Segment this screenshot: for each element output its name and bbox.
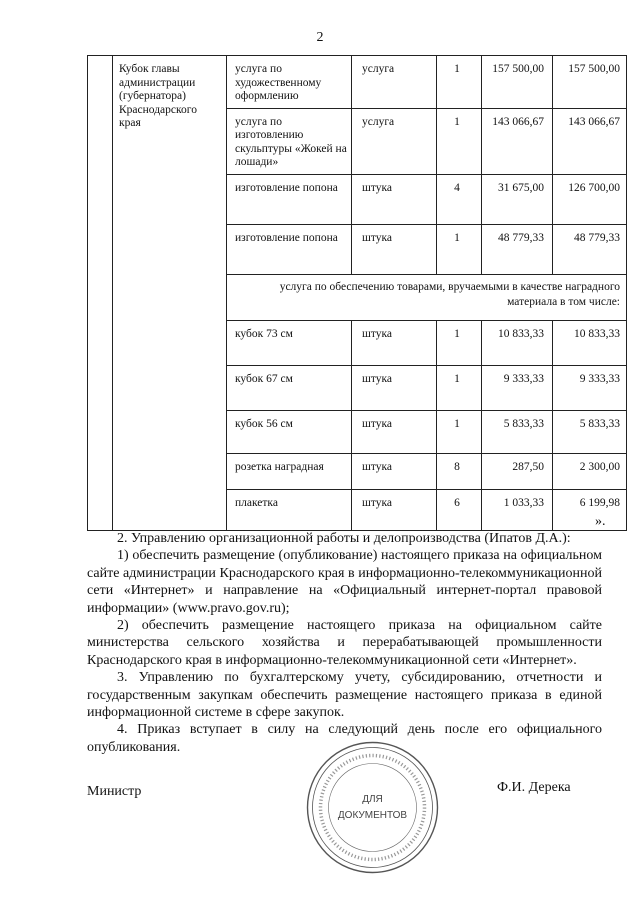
item-price: 10 833,33 [482, 320, 553, 365]
item-unit: штука [352, 410, 437, 453]
item-qty: 1 [437, 320, 482, 365]
item-name: кубок 56 см [227, 410, 352, 453]
item-qty: 1 [437, 365, 482, 410]
item-name: кубок 67 см [227, 365, 352, 410]
signer-title: Министр [87, 784, 142, 799]
item-qty: 1 [437, 224, 482, 274]
item-total: 126 700,00 [553, 174, 627, 224]
paragraph: 3. Управлению по бухгалтерскому учету, субсидированию, отчетности и государственным закупкам обеспечить размещение настоящего приказа в единой информационной системе в сфере закупок. [87, 670, 602, 721]
item-unit: штука [352, 320, 437, 365]
item-unit: штука [352, 224, 437, 274]
page-number: 2 [316, 30, 324, 45]
item-name: плакетка [227, 489, 352, 530]
item-price: 157 500,00 [482, 56, 553, 109]
item-price: 48 779,33 [482, 224, 553, 274]
item-unit: штука [352, 365, 437, 410]
item-unit: штука [352, 489, 437, 530]
item-price: 143 066,67 [482, 108, 553, 174]
item-qty: 1 [437, 56, 482, 109]
item-qty: 4 [437, 174, 482, 224]
item-total: 10 833,33 [553, 320, 627, 365]
item-unit: услуга [352, 56, 437, 109]
item-price: 9 333,33 [482, 365, 553, 410]
item-price: 31 675,00 [482, 174, 553, 224]
item-unit: штука [352, 174, 437, 224]
closing-quote-mark: ». [595, 514, 606, 529]
section-label: услуга по обеспечению товарами, вручаемыми в качестве наградного материала в том числе: [227, 274, 627, 320]
item-qty: 8 [437, 453, 482, 489]
item-total: 9 333,33 [553, 365, 627, 410]
paragraph: 2. Управлению организационной работы и делопроизводства (Ипатов Д.А.): [117, 531, 571, 546]
item-qty: 6 [437, 489, 482, 530]
item-total: 48 779,33 [553, 224, 627, 274]
table-row [88, 56, 627, 109]
item-total: 6 199,98 [553, 489, 627, 530]
item-price: 1 033,33 [482, 489, 553, 530]
paragraph: 4. Приказ вступает в силу на следующий день после его официального опубликования. [87, 722, 602, 755]
expense-table [87, 55, 627, 531]
stamp-line-1: ДЛЯ [362, 794, 383, 805]
group-label-cell: Кубок главы администрации (губернатора) Краснодарского края [113, 56, 227, 531]
item-qty: 1 [437, 410, 482, 453]
item-name: изготовление попона [227, 224, 352, 274]
paragraph: 1) обеспечить размещение (опубликование) настоящего приказа на официальном сайте администрации Краснодарского края в информационно-телекоммуникационной сети «Интернет» и направление на «Официальный интернет-портал правовой информации» (www.pravo.gov.ru); [87, 548, 602, 616]
item-unit: услуга [352, 108, 437, 174]
stamp-line-2: ДОКУМЕНТОВ [337, 810, 408, 821]
item-name: услуга по изготовлению скульптуры «Жокей на лошади» [227, 108, 352, 174]
order-text [87, 530, 602, 756]
item-qty: 1 [437, 108, 482, 174]
index-cell [88, 56, 113, 531]
paragraph: 2) обеспечить размещение настоящего приказа на официальном сайте министерства сельского хозяйства и перерабатывающей промышленности Краснодарского края в информационно-телекоммуникационной сети «Интернет». [87, 618, 602, 668]
item-name: изготовление попона [227, 174, 352, 224]
item-price: 5 833,33 [482, 410, 553, 453]
official-stamp [305, 740, 440, 875]
item-price: 287,50 [482, 453, 553, 489]
item-total: 143 066,67 [553, 108, 627, 174]
item-unit: штука [352, 453, 437, 489]
item-name: розетка наградная [227, 453, 352, 489]
signer-name: Ф.И. Дерека [497, 780, 571, 795]
item-total: 157 500,00 [553, 56, 627, 109]
item-name: кубок 73 см [227, 320, 352, 365]
item-name: услуга по художественному оформлению [227, 56, 352, 109]
item-total: 2 300,00 [553, 453, 627, 489]
item-total: 5 833,33 [553, 410, 627, 453]
